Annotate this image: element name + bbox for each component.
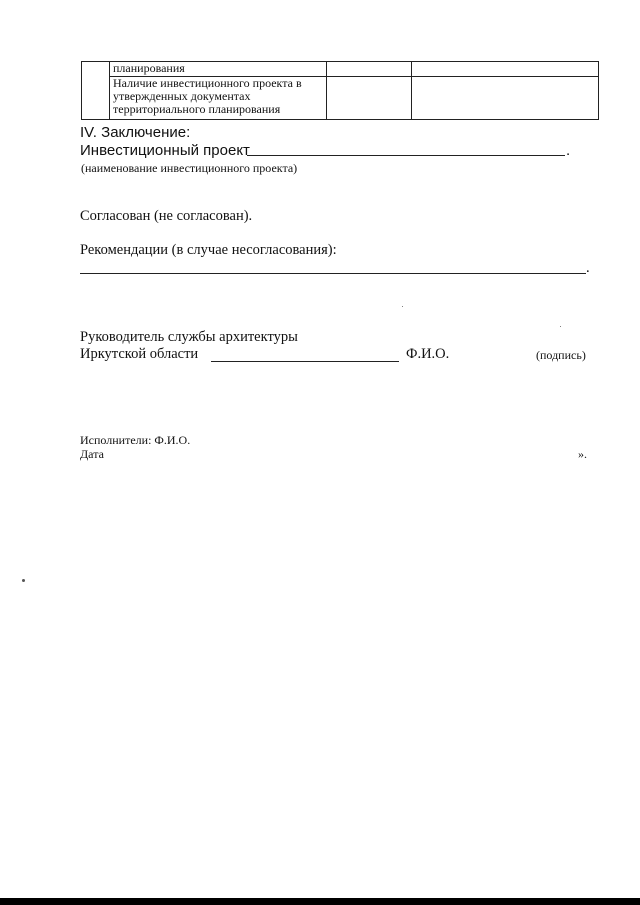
table-row	[82, 62, 599, 77]
date-label: Дата	[80, 447, 104, 461]
signature-line	[211, 361, 399, 362]
criteria-table	[81, 61, 599, 120]
criterion-name-cell: планирования	[110, 62, 327, 77]
scan-edge	[0, 898, 640, 905]
signatory-title-line1: Руководитель службы архитектуры	[80, 329, 298, 345]
table-cell	[412, 62, 599, 77]
table-cell	[327, 62, 412, 77]
scan-speck	[22, 579, 25, 582]
criterion-name-cell: Наличие инвестиционного проекта в утвержденных документах территориального планирования	[110, 77, 327, 120]
recommendations-line-end: .	[586, 260, 590, 276]
approval-status: Согласован (не согласован).	[80, 208, 253, 224]
row-number-cell	[82, 62, 110, 77]
recommendations-label: Рекомендации (в случае несогласования):	[80, 242, 337, 258]
project-caption: (наименование инвестиционного проекта)	[81, 161, 298, 175]
signatory-title-line2: Иркутской области	[80, 346, 199, 362]
row-number-cell	[82, 77, 110, 120]
table-cell	[412, 77, 599, 120]
section-heading: IV. Заключение:	[80, 124, 191, 141]
signatory-fio: Ф.И.О.	[406, 346, 450, 362]
project-name-line	[247, 155, 565, 156]
table-cell	[327, 77, 412, 120]
executors-label: Исполнители: Ф.И.О.	[80, 433, 191, 447]
closing-quote: ».	[578, 447, 587, 461]
scan-speck	[560, 326, 561, 327]
project-label: Инвестиционный проект	[80, 142, 250, 159]
signature-caption: (подпись)	[536, 348, 586, 362]
project-line-end: .	[566, 142, 571, 159]
scan-speck	[402, 306, 403, 307]
recommendations-line	[80, 273, 586, 274]
table-row	[82, 77, 599, 120]
